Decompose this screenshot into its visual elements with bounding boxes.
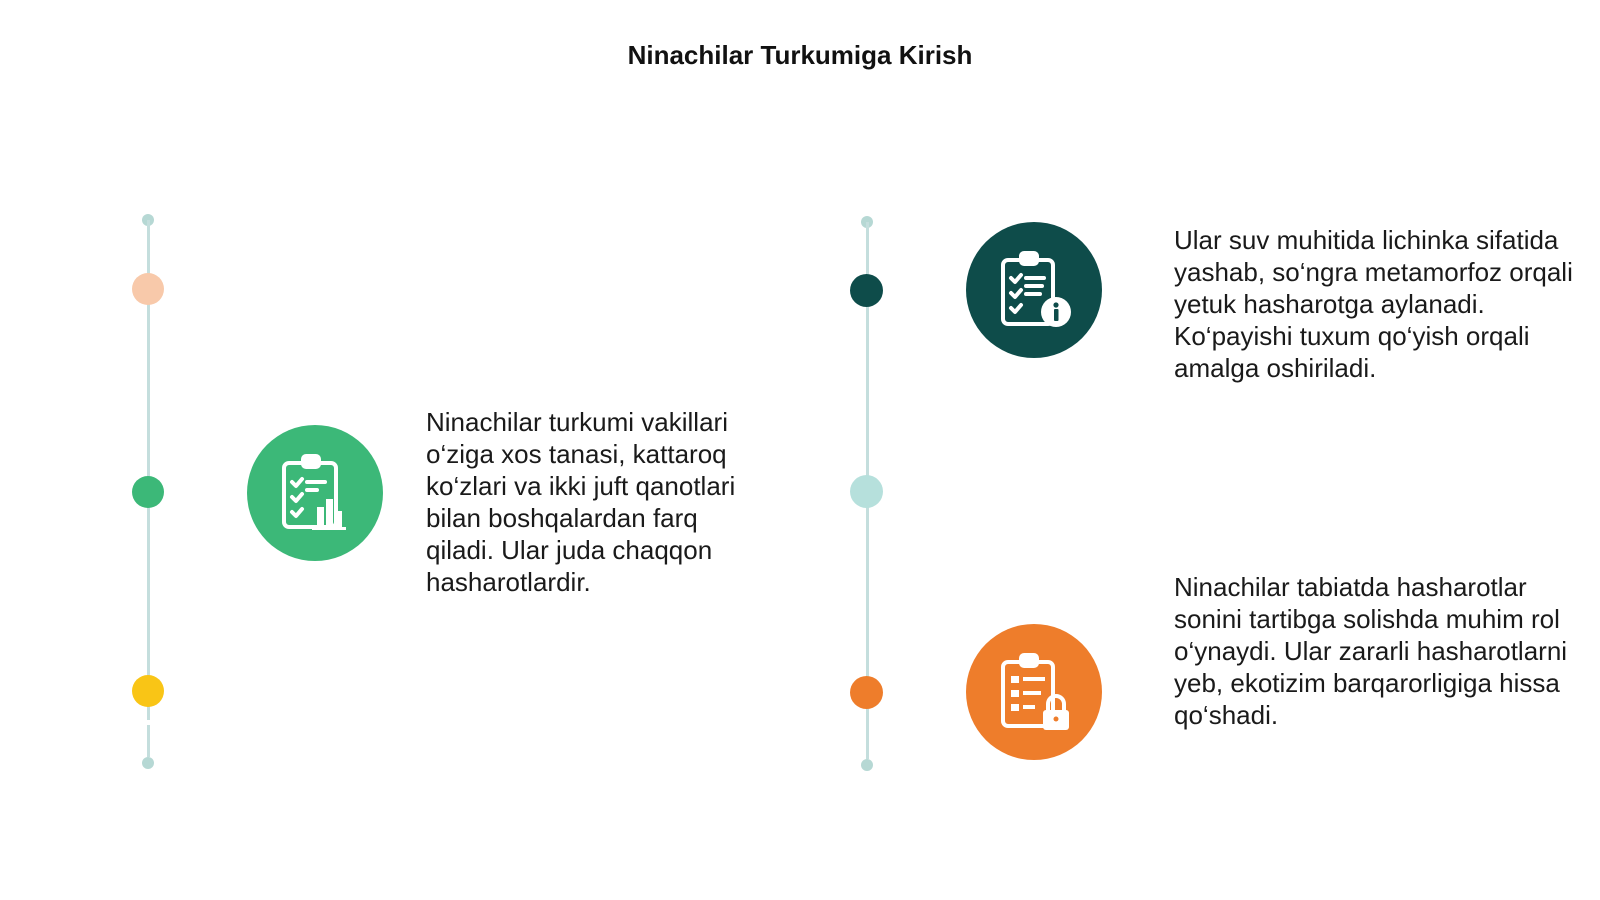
timeline-dot-peach [132, 273, 164, 305]
clipboard-info-icon [966, 222, 1102, 358]
clipboard-chart-icon [247, 425, 383, 561]
right-description-2: Ninachilar tabiatda hasharotlar sonini tartibga solishda muhim rol o‘ynaydi. Ular zararli hasharotlarni yeb, ekotizim barqarorligiga hissa qo‘shadi. [1174, 572, 1568, 730]
timeline-dot-orange [850, 676, 883, 709]
timeline-end-cap [861, 759, 873, 771]
timeline-dot-light-teal [850, 475, 883, 508]
clipboard-lock-icon [966, 624, 1102, 760]
right-description-1: Ular suv muhitida lichinka sifatida yashab, so‘ngra metamorfoz orqali yetuk hasharotga aylanadi. Ko‘payishi tuxum qo‘yish orqali amalga oshiriladi. [1174, 225, 1573, 383]
timeline-dot-dark-teal [850, 274, 883, 307]
timeline-dot-green [132, 476, 164, 508]
timeline-track [147, 725, 150, 757]
page-title: Ninachilar Turkumiga Kirish [627, 40, 973, 70]
timeline-end-cap [142, 757, 154, 769]
left-description: Ninachilar turkumi vakillari o‘ziga xos tanasi, kattaroq ko‘zlari va ikki juft qanotlari bilan boshqalardan farq qiladi. Ular juda chaqqon hasharotlardir. [426, 407, 736, 597]
timeline-dot-yellow [132, 675, 164, 707]
